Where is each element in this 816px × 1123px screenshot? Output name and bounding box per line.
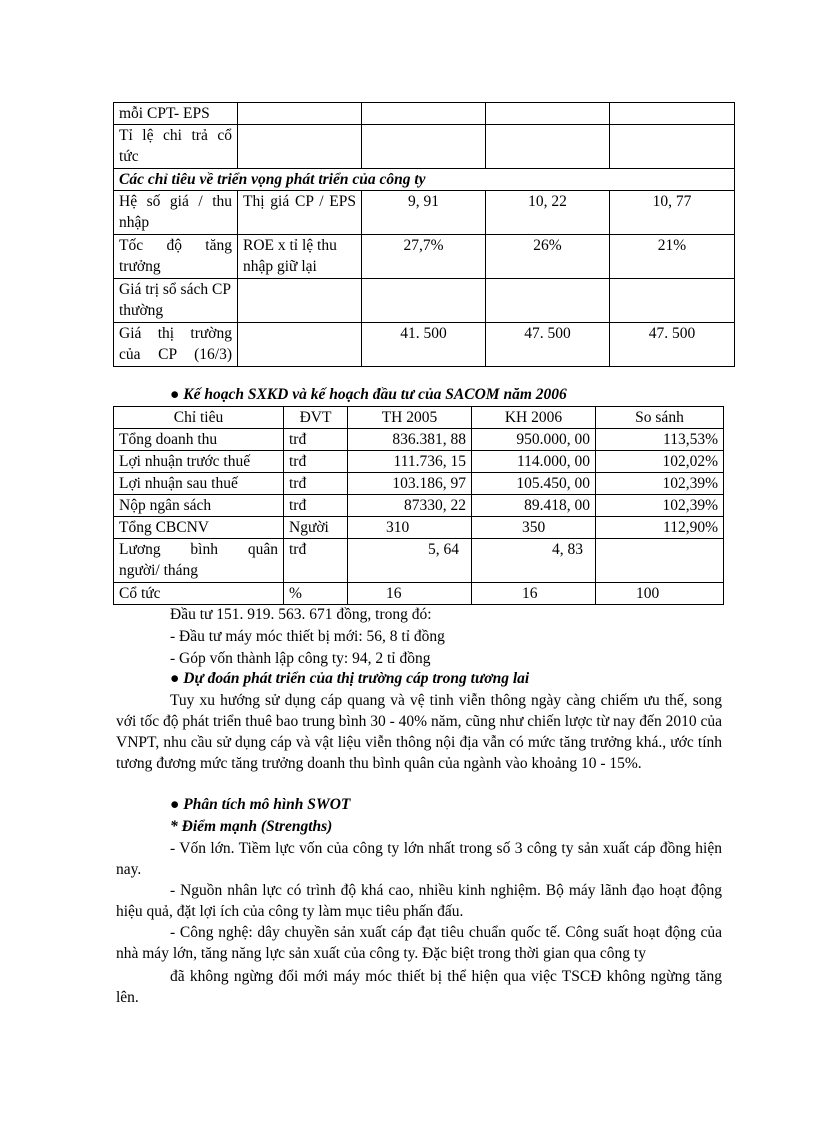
- plan-table: [113, 406, 724, 605]
- table-cell: Người: [284, 517, 348, 539]
- bullet-icon: ●: [170, 796, 180, 813]
- table-header-row: [114, 407, 724, 429]
- table-cell: [610, 103, 735, 125]
- forecast-paragraph: Tuy xu hướng sử dụng cáp quang và vệ tinh viễn thông ngày càng chiếm ưu thế, song với tốc độ phát triển thuê bao trung bình 30 - 40% năm, cũng như chiến lược từ nay đến 2010 của VNPT, nhu cầu sử dụng cáp và vật liệu viễn thông nội địa vẫn có mức tăng trưởng khá., ước tính tương đương mức tăng trưởng doanh thu bình quân của ngành vào khoảng 10 - 15%.: [116, 692, 722, 772]
- strength-item-continued: đã không ngừng đổi mới máy móc thiết bị thể hiện qua việc TSCĐ không ngừng tăng lên.: [116, 968, 722, 1006]
- table-cell: ROE x tỉ lệ thu nhập giữ lại: [238, 235, 362, 279]
- row-label-line: người/ tháng: [119, 562, 199, 579]
- table-cell: 111.736, 15: [348, 451, 472, 473]
- table-cell: 47. 500: [486, 323, 610, 367]
- table-cell: 114.000, 00: [472, 451, 596, 473]
- column-header: TH 2005: [348, 407, 472, 429]
- table-row: [114, 279, 735, 323]
- table-cell: 102,02%: [596, 451, 724, 473]
- table-cell: 4, 83: [472, 539, 596, 583]
- table-cell: 100: [596, 583, 724, 605]
- table-cell: trđ: [284, 429, 348, 451]
- section-header: Các chỉ tiêu về triển vọng phát triển của công ty: [114, 169, 735, 191]
- investment-item: - Góp vốn thành lập công ty: 94, 2 tỉ đồng: [170, 650, 431, 667]
- table-cell: Tốc độ tăng trưởng: [114, 235, 238, 279]
- table-cell: [362, 125, 486, 169]
- section-header-row: [114, 169, 735, 191]
- forecast-heading: [170, 668, 529, 689]
- table-cell: [486, 125, 610, 169]
- table-cell: 350: [472, 517, 596, 539]
- table-row: [114, 103, 735, 125]
- table-cell: [238, 125, 362, 169]
- table-cell: [362, 103, 486, 125]
- table-cell: 41. 500: [362, 323, 486, 367]
- table-cell: trđ: [284, 473, 348, 495]
- table-cell: Nộp ngân sách: [114, 495, 284, 517]
- table-cell: mỗi CPT- EPS: [114, 103, 238, 125]
- table-cell: 950.000, 00: [472, 429, 596, 451]
- strength-item: - Nguồn nhân lực có trình độ khá cao, nhiều kinh nghiệm. Bộ máy lãnh đạo hoạt động hiệu quả, đặt lợi ích của công ty làm mục tiêu phấn đấu.: [116, 882, 722, 920]
- table-cell: 16: [348, 583, 472, 605]
- table-cell: [114, 539, 284, 583]
- table-row: [114, 191, 735, 235]
- strength-item: - Công nghệ: dây chuyền sản xuất cáp đạt tiêu chuẩn quốc tế. Công suất hoạt động của nhà máy lớn, tăng năng lực sản xuất của công ty. Đặc biệt trong thời gian qua công ty: [116, 924, 722, 962]
- forecast-heading-text: Dự đoán phát triển của thị trường cáp trong tương lai: [183, 670, 530, 687]
- table-cell: 10, 22: [486, 191, 610, 235]
- table-cell: Giá thị trường của CP (16/3): [114, 323, 238, 367]
- plan-heading-text: Kế hoạch SXKD và kế hoạch đầu tư của SACOM năm 2006: [183, 386, 567, 403]
- table-cell: 113,53%: [596, 429, 724, 451]
- table-cell: trđ: [284, 495, 348, 517]
- bullet-icon: ●: [170, 670, 180, 687]
- table-cell: Giá trị sổ sách CP thường: [114, 279, 238, 323]
- column-header: Chỉ tiêu: [114, 407, 284, 429]
- table-cell: 21%: [610, 235, 735, 279]
- bullet-icon: ●: [170, 386, 180, 403]
- column-header: ĐVT: [284, 407, 348, 429]
- table-cell: 5, 64: [348, 539, 472, 583]
- table-cell: trđ: [284, 539, 348, 583]
- table-cell: [238, 279, 362, 323]
- table-cell: 103.186, 97: [348, 473, 472, 495]
- table-cell: 9, 91: [362, 191, 486, 235]
- table-cell: 105.450, 00: [472, 473, 596, 495]
- indicators-table: [113, 102, 735, 367]
- table-row: [114, 125, 735, 169]
- table-cell: 47. 500: [610, 323, 735, 367]
- table-cell: 102,39%: [596, 473, 724, 495]
- table-cell: [362, 279, 486, 323]
- investment-total: Đầu tư 151. 919. 563. 671 đồng, trong đó:: [170, 606, 432, 623]
- table-cell: [238, 323, 362, 367]
- table-cell: 102,39%: [596, 495, 724, 517]
- table-cell: 10, 77: [610, 191, 735, 235]
- table-cell: 87330, 22: [348, 495, 472, 517]
- table-cell: [486, 103, 610, 125]
- table-cell: 89.418, 00: [472, 495, 596, 517]
- table-cell: 26%: [486, 235, 610, 279]
- table-row: [114, 495, 724, 517]
- table-cell: Tỉ lệ chi trả cổ tức: [114, 125, 238, 169]
- table-row: [114, 539, 724, 583]
- table-cell: [486, 279, 610, 323]
- row-label-line: Lương bình quân: [119, 541, 278, 558]
- table-row: [114, 323, 735, 367]
- table-cell: 16: [472, 583, 596, 605]
- table-cell: Tổng doanh thu: [114, 429, 284, 451]
- column-header: KH 2006: [472, 407, 596, 429]
- table-row: [114, 451, 724, 473]
- table-cell: [596, 539, 724, 583]
- table-cell: Lợi nhuận sau thuế: [114, 473, 284, 495]
- table-cell: 836.381, 88: [348, 429, 472, 451]
- table-row: [114, 235, 735, 279]
- column-header: So sánh: [596, 407, 724, 429]
- swot-heading: [170, 794, 350, 815]
- table-cell: 27,7%: [362, 235, 486, 279]
- table-row: [114, 583, 724, 605]
- swot-heading-text: Phân tích mô hình SWOT: [183, 796, 351, 813]
- table-row: [114, 517, 724, 539]
- table-row: [114, 429, 724, 451]
- table-row: [114, 473, 724, 495]
- table-cell: trđ: [284, 451, 348, 473]
- table-cell: [610, 279, 735, 323]
- table-cell: Tổng CBCNV: [114, 517, 284, 539]
- table-cell: Thị giá CP / EPS: [238, 191, 362, 235]
- investment-item: - Đầu tư máy móc thiết bị mới: 56, 8 tỉ đồng: [170, 628, 445, 645]
- table-cell: 112,90%: [596, 517, 724, 539]
- table-cell: 310: [348, 517, 472, 539]
- table-cell: [610, 125, 735, 169]
- strength-item: - Vốn lớn. Tiềm lực vốn của công ty lớn nhất trong số 3 công ty sản xuất cáp đồng hiện nay.: [116, 840, 722, 878]
- table-cell: [238, 103, 362, 125]
- strengths-heading: * Điểm mạnh (Strengths): [170, 818, 333, 835]
- table-cell: %: [284, 583, 348, 605]
- table-cell: Hệ số giá / thu nhập: [114, 191, 238, 235]
- table-cell: Lợi nhuận trước thuế: [114, 451, 284, 473]
- table-cell: Cổ tức: [114, 583, 284, 605]
- plan-heading: [170, 384, 567, 405]
